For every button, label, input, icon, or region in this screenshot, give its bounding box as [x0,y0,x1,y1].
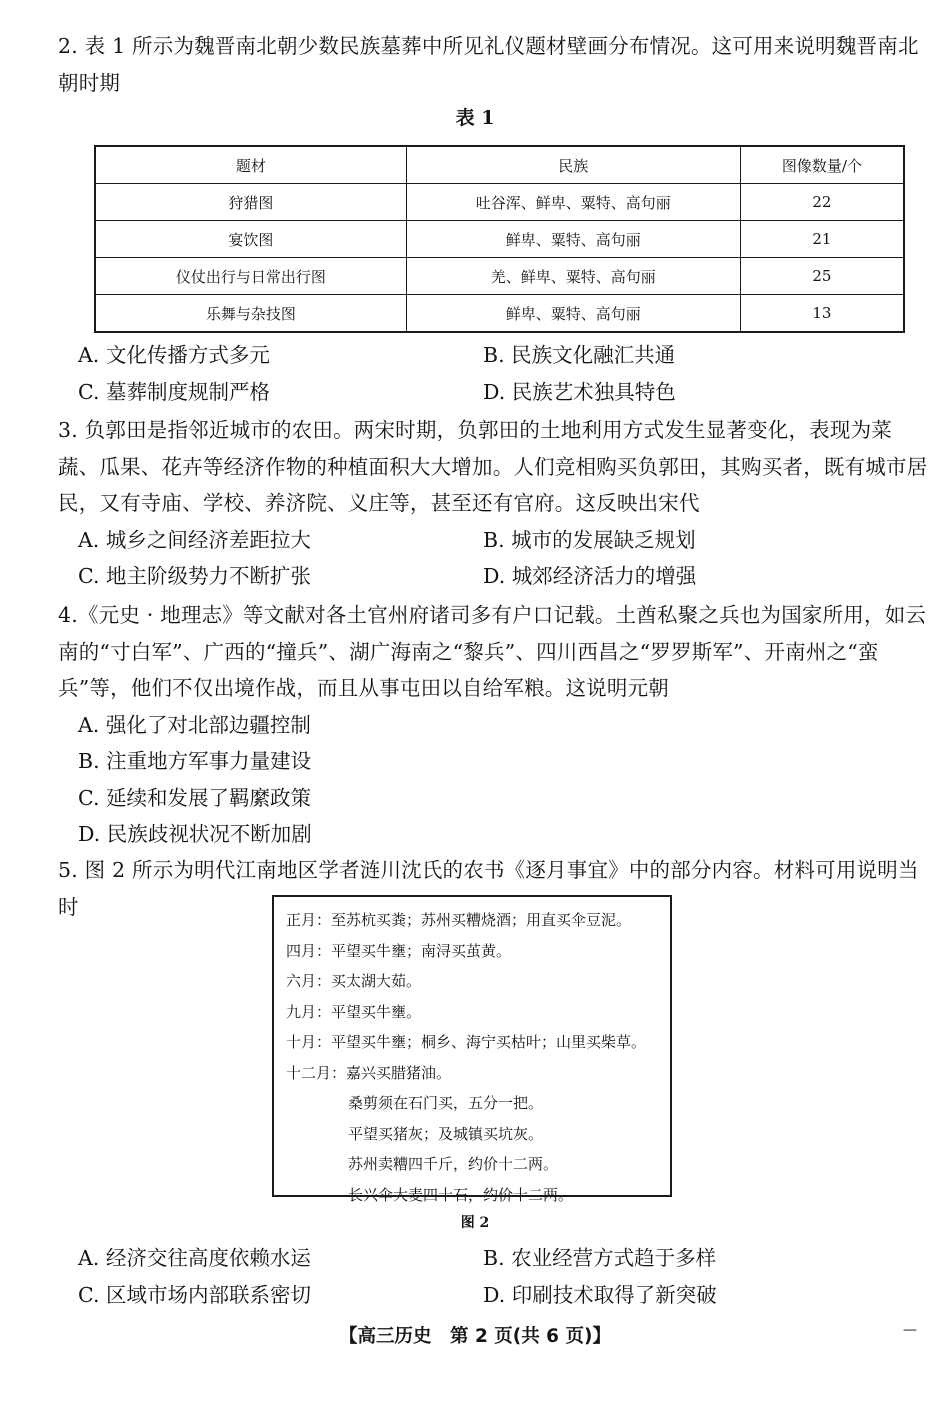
option-d[interactable]: D. 印刷技术取得了新突破 [483,1282,717,1307]
question-2-options [58,337,930,410]
question-2-stem: 2. 表 1 所示为魏晋南北朝少数民族墓葬中所见礼仪题材壁画分布情况。这可用来说明魏晋南北朝时期 [58,34,919,95]
figure-line: 九月：平望买牛壅。 [286,1002,422,1021]
table-cell: 仪仗出行与日常出行图 [95,258,406,295]
question-5-stem: 5. 图 2 所示为明代江南地区学者涟川沈氏的农书《逐月事宜》中的部分内容。材料可用说明当时 [58,858,919,919]
table-1-caption: 表 1 [455,107,495,129]
table-row [95,295,904,333]
question-5-options [58,1240,930,1313]
figure-line: 十月：平望买牛壅；桐乡、海宁买枯叶；山里买柴草。 [286,1033,647,1051]
table-cell: 鲜卑、粟特、高句丽 [406,221,740,258]
option-c[interactable]: C. 区域市场内部联系密切 [78,1282,311,1307]
table-cell: 羌、鲜卑、粟特、高句丽 [406,258,740,295]
table-header-cell: 民族 [406,146,740,184]
option-a[interactable]: A. 文化传播方式多元 [78,343,270,367]
question-4 [58,597,930,853]
table-cell: 乐舞与杂技图 [95,295,406,333]
option-a[interactable]: A. 城乡之间经济差距拉大 [78,527,311,552]
option-b[interactable]: B. 注重地方军事力量建设 [78,749,312,773]
figure-line: 正月：至苏杭买粪；苏州买糟烧酒；用直买伞豆泥。 [286,911,632,929]
figure-subline: 桑剪须在石门买，五分一把。 [348,1094,544,1112]
table-cell: 21 [740,221,904,258]
question-3-stem: 3. 负郭田是指邻近城市的农田。两宋时期，负郭田的土地利用方式发生显著变化，表现为菜蔬、瓜果、花卉等经济作物的种植面积大大增加。人们竞相购买负郭田，其购买者，既有城市居民，又有寺庙、学校、养济院、义庄等，甚至还有官府。这反映出宋代 [58,418,928,515]
option-b[interactable]: B. 民族文化融汇共通 [483,343,676,367]
table-row [95,221,904,258]
table-cell: 13 [740,295,904,333]
table-cell: 25 [740,258,904,295]
table-cell: 狩猎图 [95,184,406,221]
option-c[interactable]: C. 墓葬制度规制严格 [78,379,270,404]
option-c[interactable]: C. 延续和发展了羁縻政策 [78,785,311,810]
option-d[interactable]: D. 民族歧视状况不断加剧 [78,822,312,846]
question-4-stem: 4.《元史 · 地理志》等文献对各土官州府诸司多有户口记载。土酋私聚之兵也为国家所用，如云南的“寸白军”、广西的“撞兵”、湖广海南之“黎兵”、四川西昌之“罗罗斯军”、开南州之“蛮兵”等，他们不仅出境作战，而且从事屯田以自给军粮。这说明元朝 [58,603,927,700]
option-b[interactable]: B. 农业经营方式趋于多样 [483,1246,717,1270]
table-cell: 吐谷浑、鲜卑、粟特、高句丽 [406,184,740,221]
question-4-options [58,707,930,853]
page-footer: 【高三历史 第 2 页(共 6 页)】 [339,1326,611,1347]
figure-subline: 苏州卖糟四千斤，约价十二两。 [348,1155,559,1173]
table-1 [94,145,905,333]
option-b[interactable]: B. 城市的发展缺乏规划 [483,527,696,552]
table-cell: 宴饮图 [95,221,406,258]
figure-line: 四月：平望买牛壅；南浔买茧黄。 [286,941,512,960]
figure-line: 六月：买太湖大茹。 [286,972,422,990]
question-3 [58,412,930,595]
option-d[interactable]: D. 城郊经济活力的增强 [483,564,697,588]
corner-mark: — [903,1322,917,1338]
figure-subline: 平望买猪灰；及城镇买坑灰。 [348,1124,544,1143]
option-c[interactable]: C. 地主阶级势力不断扩张 [78,564,311,588]
table-header-cell: 图像数量/个 [740,146,904,184]
table-row [95,184,904,221]
table-header-row [95,146,904,184]
option-a[interactable]: A. 经济交往高度依赖水运 [78,1246,311,1270]
figure-2 [272,895,672,1204]
table-cell: 22 [740,184,904,221]
table-cell: 鲜卑、粟特、高句丽 [406,295,740,333]
option-d[interactable]: D. 民族艺术独具特色 [483,379,676,404]
figure-line: 十二月：嘉兴买腊猪油。 [286,1063,452,1082]
table-row [95,258,904,295]
table-header-cell: 题材 [95,146,406,184]
figure-subline: 长兴伞大麦四十石，约价十二两。 [348,1185,574,1204]
option-a[interactable]: A. 强化了对北部边疆控制 [78,712,311,737]
question-2 [58,28,930,101]
figure-2-caption: 图 2 [460,1215,490,1231]
question-3-options [58,522,930,595]
